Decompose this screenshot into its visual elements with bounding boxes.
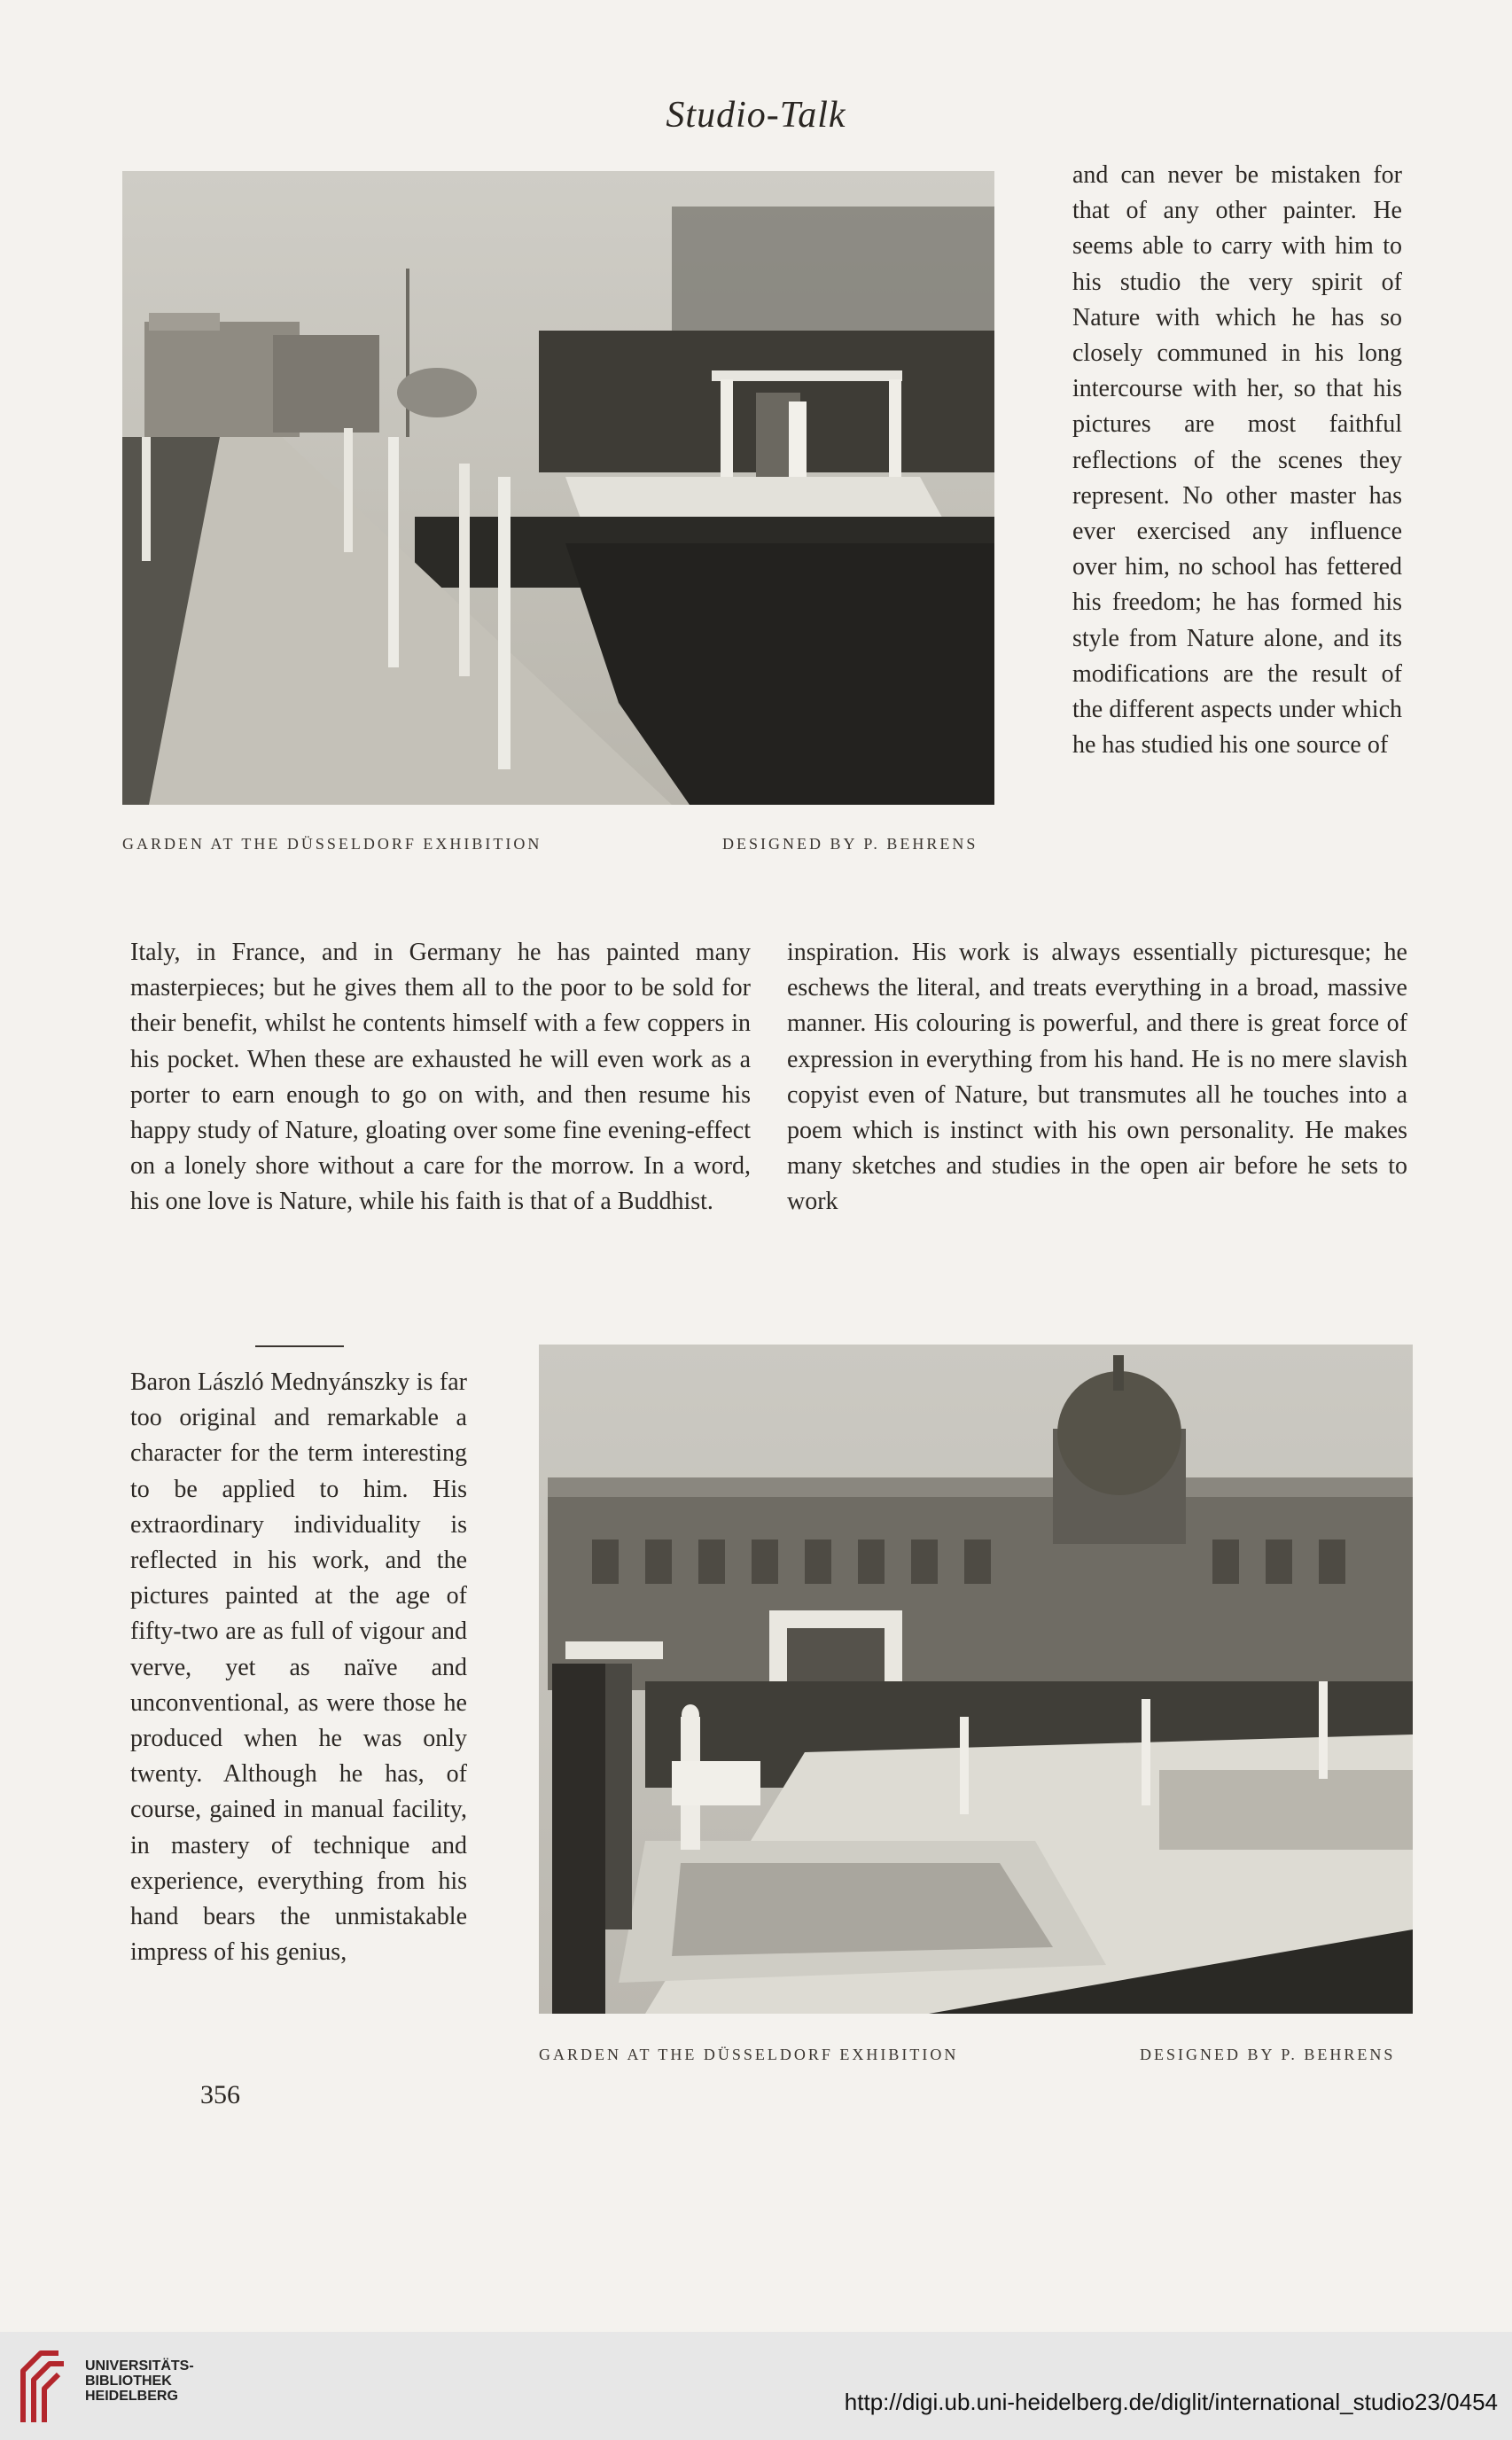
- footer-bar: [0, 2332, 1512, 2440]
- right-column-middle-text: inspiration. His work is always essentially picturesque; he eschews the literal, and treats everything in a broad, massive manner. His colouring is powerful, and there is great force of expression in everything from his hand. He is no mere slavish copyist even of Nature, but transmutes all he touches into a poem which is instinct with his own personality. He makes many sketches and studies in the open air before he sets to work: [787, 939, 1407, 1216]
- photo-garden-bottom: [539, 1345, 1413, 2014]
- left-column-middle-text: Italy, in France, and in Germany he has painted many masterpieces; but he gives them all to the poor to be sold for their benefit, whilst he contents himself with a few coppers in his pocket. When these are exhausted he will even work as a porter to earn enough to go on with, and then resume his happy study of Nature, gloating over some fine evening-effect on a lonely shore without a care for the morrow. In a word, his one love is Nature, while his faith is that of a Buddhist.: [130, 939, 751, 1216]
- library-name-line-2: BIBLIOTHEK: [85, 2374, 172, 2389]
- photo-garden-top: [122, 171, 994, 805]
- running-head: Studio-Talk: [666, 95, 846, 136]
- library-name: [85, 2358, 194, 2404]
- figure-bottom-caption-left: GARDEN AT THE DÜSSELDORF EXHIBITION: [539, 2046, 959, 2063]
- library-logo-icon: [14, 2344, 69, 2426]
- figure-bottom-caption-right: DESIGNED BY P. BEHRENS: [1140, 2046, 1396, 2063]
- right-column-top-text: and can never be mistaken for that of any other painter. He seems able to carry with him to his studio the very spirit of Nature with which he has so closely communed in his long intercourse with her, so that his pictures are most faithful reflections of the scenes they represent. No other master has ever exercised any influence over him, no school has fettered his freedom; he has formed his style from Nature alone, and its modifications are the result of the different aspects under which he has studied his one source of: [1072, 161, 1402, 760]
- figure-top-caption-right: DESIGNED BY P. BEHRENS: [722, 835, 978, 853]
- library-name-line-3: HEIDELBERG: [85, 2389, 178, 2404]
- source-url-link[interactable]: http://digi.ub.uni-heidelberg.de/diglit/international_studio23/0454: [844, 2389, 1498, 2415]
- section-divider: [255, 1345, 344, 1347]
- figure-top-caption-left: GARDEN AT THE DÜSSELDORF EXHIBITION: [122, 835, 542, 853]
- page-number: 356: [200, 2080, 240, 2109]
- left-column-bottom-text: Baron László Mednyánszky is far too original and remarkable a character for the term interesting to be applied to him. His extraordinary individuality is reflected in his work, and the pictures painted at the age of fifty-two are as full of vigour and verve, yet as naïve and unconventional, as were those he produced when he was only twenty. Although he has, of course, gained in manual facility, in mastery of technique and experience, everything from his hand bears the unmistakable impress of his genius,: [130, 1368, 467, 1967]
- library-name-line-1: UNIVERSITÄTS-: [85, 2358, 194, 2374]
